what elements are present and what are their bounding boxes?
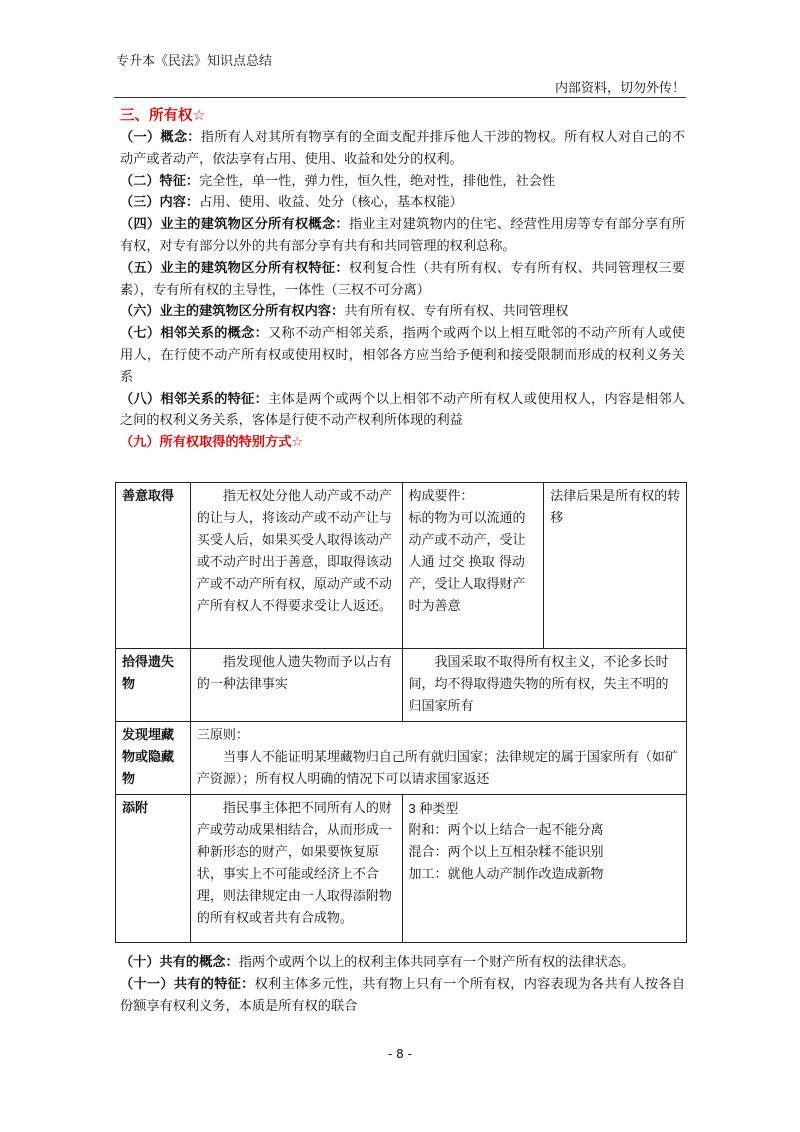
term-cell: 添附 <box>116 795 191 943</box>
type-item: 加工：就他人动产制作改造成新物 <box>408 867 604 882</box>
header-title: 专升本《民法》知识点总结 <box>116 54 273 69</box>
acquisition-table <box>115 482 687 943</box>
type-item: 附和：两个以上结合一起不能分离 <box>408 823 604 838</box>
table-row <box>116 649 687 722</box>
definition-text: 指民事主体把不同所有人的财产或劳动成果相结合，从而形成一种新形态的财产，如果要恢复原状，事实上不可能或经济上不合理，则法律规定由一人取得添附物的所有权或者共有合成物。 <box>196 801 392 926</box>
paragraph-text: 主体是两个或两个以上相邻不动产所有权人或使用权人，内容是相邻人之间的权利义务关系，客体是行使不动产权利所体现的利益 <box>120 391 685 429</box>
paragraph-concept <box>120 127 685 171</box>
paragraph-text: 权利主体多元性，共有物上只有一个所有权，内容表现为各共有人按各自份额享有权利义务，本质是所有权的联合 <box>120 976 686 1014</box>
requirements-cell <box>402 483 544 649</box>
requirements-title: 构成要件： <box>408 489 474 504</box>
table-row <box>116 795 687 943</box>
requirements-text: 标的物为可以流通的动产或不动产，受让人通 过交 换取 得动产，受让人取得财产时为善意 <box>408 511 526 614</box>
term-cell: 拾得遗失物 <box>116 649 191 722</box>
effect-cell: 法律后果是所有权的转移 <box>544 483 687 649</box>
paragraph-label: （一）概念： <box>120 130 201 145</box>
special-acquisition-title: （九）所有权取得的特别方式☆ <box>120 435 304 451</box>
definition-cell <box>190 795 402 943</box>
paragraph-label: （三）内容： <box>120 195 200 211</box>
types-title: 3 种类型 <box>408 801 459 816</box>
paragraph-text: 权利复合性（共有所有权、专有所有权、共同管理权三要素），专有所有权的主导性，一体性（三权不可分离） <box>120 260 686 298</box>
paragraph-text: 又称不动产相邻关系，指两个或两个以上相互毗邻的不动产所有人或使用人，在行使不动产所有权或使用权时，相邻各方应当给予便利和接受限制而形成的权利义务关系 <box>120 326 685 385</box>
type-item: 混合：两个以上互相杂糅不能识别 <box>408 845 604 860</box>
paragraph-label: （五）业主的建筑物区分所有权特征： <box>120 260 349 276</box>
types-cell <box>402 795 687 943</box>
rule-text: 我国采取不取得所有权主义，不论多长时间，均不得取得遗失物的所有权，失主不明的归国家所有 <box>408 655 669 714</box>
term-cell: 发现埋藏物或隐藏物 <box>116 722 191 795</box>
definition-cell <box>190 483 402 649</box>
principle-title: 三原则： <box>196 728 249 743</box>
paragraph-condo-concept <box>120 214 685 258</box>
table-row <box>116 722 687 795</box>
paragraph-text: 占用、使用、收益、处分（核心，基本权能） <box>199 195 463 211</box>
table-row <box>116 483 687 649</box>
paragraph-label: （四）业主的建筑物区分所有权概念： <box>120 217 349 233</box>
rule-cell <box>402 649 687 722</box>
paragraph-features <box>120 171 685 193</box>
paragraph-label: （二）特征： <box>120 173 200 189</box>
paragraph-condo-features <box>120 258 685 302</box>
ownership-section <box>120 104 685 454</box>
paragraph-text: 完全性，单一性，弹力性，恒久性，绝对性，排他性，社会性 <box>199 173 556 189</box>
page-number: - 8 - <box>388 1047 412 1061</box>
header-notice: 内部资料，切勿外传！ <box>554 81 685 96</box>
paragraph-text: 指业主对建筑物内的住宅、经营性用房等专有部分享有所有权，对专有部分以外的共有部分享有共有和共同管理的权利总称。 <box>120 217 686 254</box>
paragraph-text: 指所有人对其所有物享有的全面支配并排斥他人干涉的物权。所有权人对自己的不动产或者动产，依法享有占用、使用、收益和处分的权利。 <box>120 130 686 167</box>
term-cell: 善意取得 <box>116 483 191 649</box>
paragraph-neighbor-concept <box>120 323 685 388</box>
paragraph-condo-content <box>120 301 685 323</box>
paragraph-text: 指两个或两个以上的权利主体共同享有一个财产所有权的法律状态。 <box>238 955 635 970</box>
paragraph-label: （七）相邻关系的概念： <box>120 326 269 342</box>
paragraph-content <box>120 192 685 214</box>
paragraph-co-ownership-concept <box>120 952 685 974</box>
definition-text: 指无权处分他人动产或不动产的让与人，将该动产或不动产让与买受人后，如果买受人取得该动产或不动产时出于善意，即取得该动产或不动产所有权，原动产或不动产所有权人不得要求受让人返还。 <box>196 489 392 614</box>
section-title: 三、所有权☆ <box>120 108 206 124</box>
paragraph-text: 共有所有权、专有所有权、共同管理权 <box>344 304 569 320</box>
paragraph-label: （十）共有的概念： <box>120 955 239 970</box>
paragraph-label: （十一）共有的特征： <box>120 976 255 992</box>
principle-cell <box>190 722 686 795</box>
principle-text: 当事人不能证明某埋藏物归自己所有就归国家；法律规定的属于国家所有（如矿产资源）；所有权人明确的情况下可以请求国家返还 <box>196 750 678 787</box>
paragraph-neighbor-features <box>120 389 685 433</box>
paragraph-label: （六）业主的建筑物区分所有权内容： <box>120 304 345 320</box>
co-ownership-section <box>120 952 685 1017</box>
paragraph-co-ownership-features <box>120 974 685 1018</box>
definition-text: 指发现他人遗失物而予以占有的一种法律事实 <box>196 655 392 692</box>
header-divider <box>114 97 686 98</box>
definition-cell <box>190 649 402 722</box>
paragraph-label: （八）相邻关系的特征： <box>120 391 269 407</box>
